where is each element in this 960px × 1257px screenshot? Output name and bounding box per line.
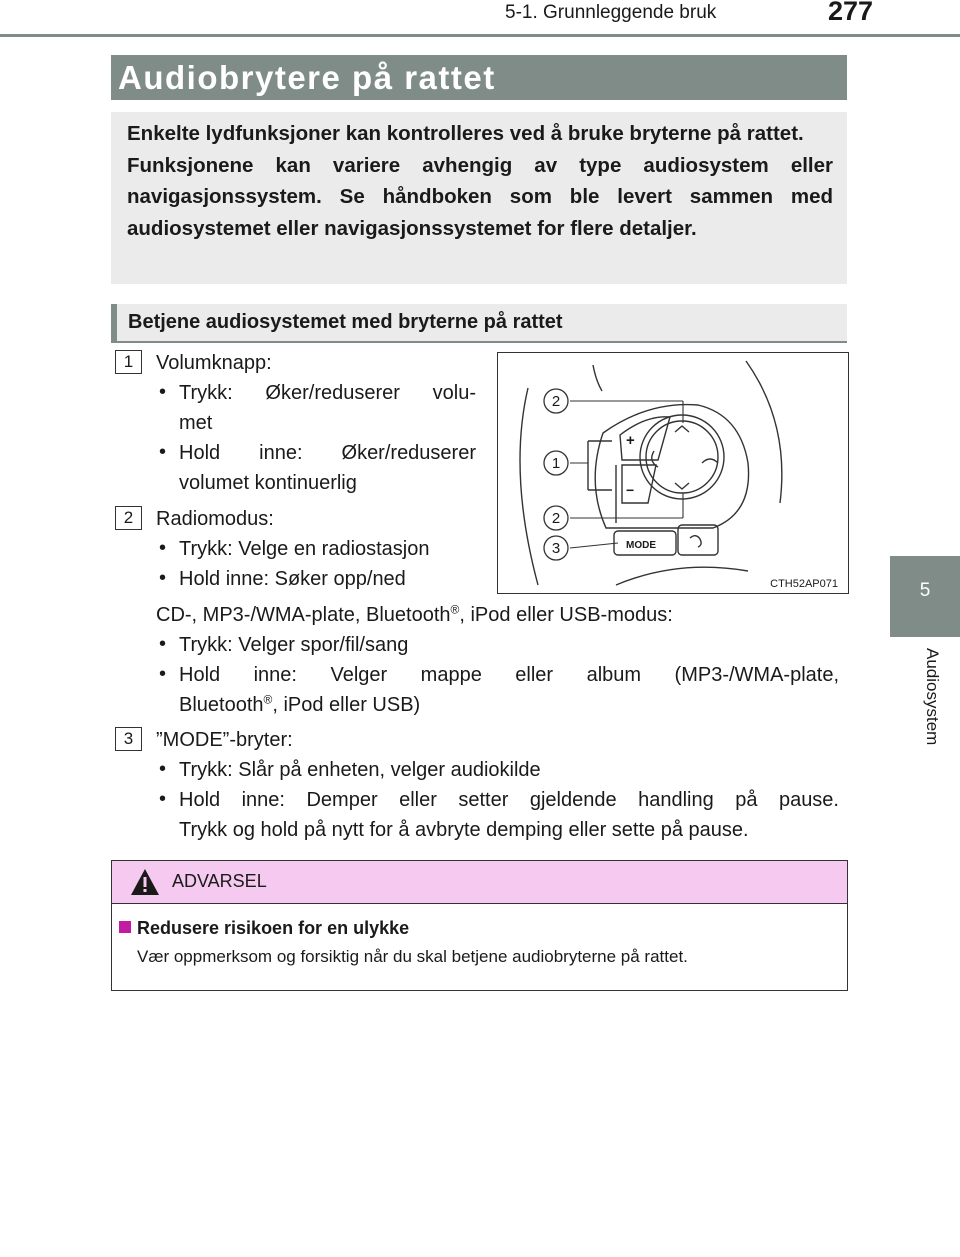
warning-item-text: Vær oppmerksom og forsiktig når du skal betjene audiobryterne på rattet. — [137, 947, 688, 966]
wheel-rim-right — [746, 361, 782, 503]
chapter-tab — [890, 556, 960, 637]
subheading: Betjene audiosystemet med bryterne på rattet — [128, 311, 563, 333]
item-2-sub-bullet-1: Trykk: Velger spor/fil/sang — [179, 634, 409, 656]
volume-bracket — [588, 441, 612, 490]
phone-hangup-icon — [702, 459, 718, 463]
section-title: 5-1. Grunnleggende bruk — [505, 2, 717, 23]
volume-minus-label: − — [626, 482, 635, 498]
voice-button — [678, 525, 718, 555]
callout-label: 1 — [551, 455, 561, 472]
bullet-marker: • — [159, 567, 167, 589]
callout-label: 2 — [551, 393, 561, 410]
item-2-bullet-1: Trykk: Velge en radiostasjon — [179, 538, 430, 560]
page-number: 277 — [828, 0, 874, 26]
callout-3-leader — [570, 543, 618, 548]
mode-button-label: MODE — [626, 540, 656, 551]
control-pad-inner — [646, 421, 718, 493]
item-2-sub-bullet-2: Hold inne: Velger mappe eller album (MP3-/WMA-plate, — [179, 664, 839, 686]
seek-up-arrow — [675, 426, 689, 432]
item-number-2: 2 — [115, 506, 142, 530]
item-3-bullet-2-cont: Trykk og hold på nytt for å avbryte demping eller sette på pause. — [179, 819, 749, 841]
item-number-1: 1 — [115, 350, 142, 374]
warning-box — [111, 860, 848, 991]
item-1-bullet-1: Trykk: Øker/reduserer volu- — [179, 382, 476, 404]
wheel-lower-trim — [616, 567, 748, 585]
steering-switch-illustration — [498, 353, 848, 593]
item-1-bullet-2: Hold inne: Øker/reduserer — [179, 442, 476, 464]
intro-paragraph-1: Enkelte lydfunksjoner kan kontrolleres ved å bruke bryterne på rattet. — [127, 122, 804, 145]
control-pad — [640, 415, 724, 499]
warning-item-title: Redusere risikoen for en ulykke — [119, 918, 409, 939]
item-3-title: ”MODE”-bryter: — [156, 729, 293, 751]
warning-header — [112, 861, 847, 904]
item-2-bullet-2: Hold inne: Søker opp/ned — [179, 568, 406, 590]
seek-down-arrow — [675, 483, 689, 489]
figure-code: CTH52AP071 — [770, 578, 838, 590]
bullet-marker: • — [159, 758, 167, 780]
item-2-subtitle: CD-, MP3-/WMA-plate, Bluetooth®, iPod eller USB-modus: — [156, 602, 673, 626]
item-number-3: 3 — [115, 727, 142, 751]
bullet-marker: • — [159, 537, 167, 559]
bullet-marker: • — [159, 788, 167, 810]
header-rule — [0, 34, 960, 37]
item-1-title: Volumknapp: — [156, 352, 272, 374]
bullet-marker: • — [159, 633, 167, 655]
intro-paragraph-2: Funksjonene kan variere avhengig av type audiosystem eller navigasjonssystem. Se håndboken som ble levert sammen med audiosystemet eller navigasjonssystemet for flere detaljer. — [127, 153, 833, 240]
intro-box — [111, 112, 847, 284]
bullet-marker: • — [159, 381, 167, 403]
page-title: Audiobrytere på rattet — [118, 59, 496, 96]
warning-triangle-icon — [129, 867, 161, 897]
item-2-sub-bullet-2-cont: Bluetooth®, iPod eller USB) — [179, 692, 421, 716]
bullet-marker: • — [159, 663, 167, 685]
square-bullet-icon — [119, 921, 131, 933]
wheel-rim-left — [520, 388, 538, 585]
warning-label: ADVARSEL — [172, 871, 267, 891]
subheading-accent — [111, 304, 117, 341]
item-1-bullet-2-cont: volumet kontinuerlig — [179, 472, 357, 494]
chapter-number: 5 — [919, 580, 931, 601]
item-3-bullet-1: Trykk: Slår på enheten, velger audiokilde — [179, 759, 541, 781]
page-title-bar — [111, 55, 847, 100]
callout-label: 2 — [551, 510, 561, 527]
callout-label: 3 — [551, 540, 561, 557]
bullet-marker: • — [159, 441, 167, 463]
subheading-bar — [111, 304, 847, 343]
item-2-title: Radiomodus: — [156, 508, 274, 530]
chapter-label: Audiosystem — [923, 648, 942, 746]
volume-plus-label: + — [626, 432, 635, 449]
item-3-bullet-2: Hold inne: Demper eller setter gjeldende handling på pause. — [179, 789, 839, 811]
voice-icon — [690, 536, 701, 547]
wheel-rim-top — [593, 365, 602, 391]
item-1-bullet-1-cont: met — [179, 412, 213, 434]
steering-switch-diagram — [497, 352, 849, 594]
